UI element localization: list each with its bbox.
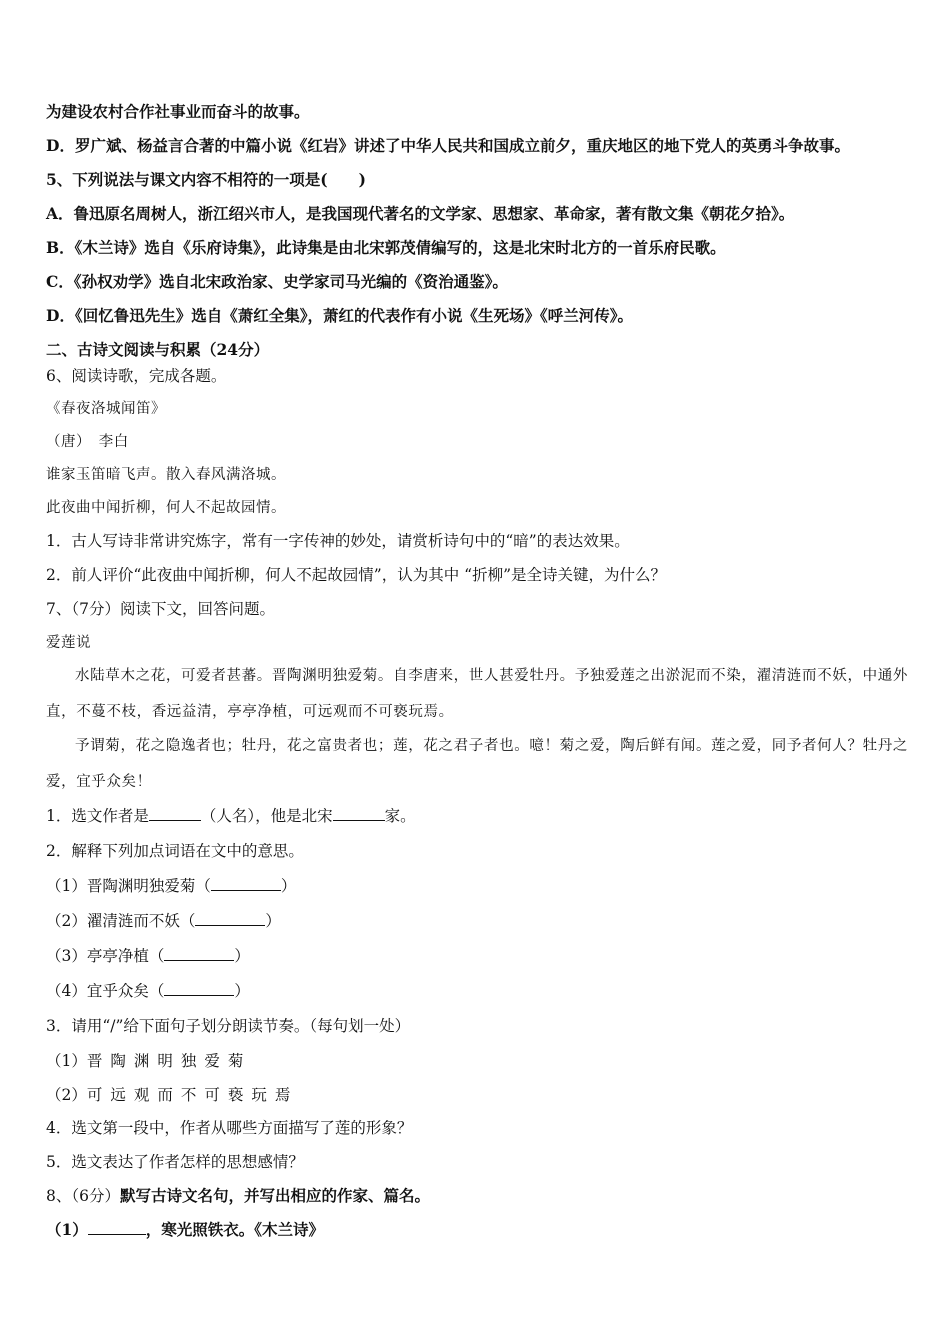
question-7-4: 4．选文第一段中，作者从哪些方面描写了莲的形象？: [46, 1119, 413, 1137]
option-d: D．《回忆鲁迅先生》选自《萧红全集》，萧红的代表作有小说《生死场》《呼兰河传》。: [46, 306, 633, 325]
question-8-text: 默写古诗文名句，并写出相应的作家、篇名。: [119, 1186, 430, 1205]
sub-question-label: （2）: [46, 1086, 87, 1104]
sub-question: [46, 981, 250, 1001]
q7-1-text: （人名），他是北宋: [200, 807, 333, 825]
sub-question: [46, 1085, 298, 1105]
question-7-2: 2．解释下列加点词语在文中的意思。: [46, 842, 304, 860]
answer-blank[interactable]: [149, 806, 201, 821]
q7-1-text: 1．选文作者是: [46, 807, 149, 825]
sub-question-text: （2）濯清涟而不妖（: [46, 912, 196, 930]
sub-question-text: ，寒光照铁衣。《木兰诗》: [145, 1220, 325, 1239]
question-6: 6、阅读诗歌，完成各题。: [46, 367, 227, 385]
question-7-1: [46, 806, 416, 826]
rhythm-sentence: 晋陶渊明独爱菊: [86, 1052, 252, 1070]
answer-blank[interactable]: [195, 911, 265, 926]
poem-line: 谁家玉笛暗飞声。散入春风满洛城。: [46, 467, 286, 483]
option-b: B．《木兰诗》选自《乐府诗集》，此诗集是由北宋郭茂倩编写的，这是北宋时北方的一首乐府民歌。: [46, 238, 726, 257]
answer-blank[interactable]: [88, 1220, 146, 1235]
text-line: 为建设农村合作社事业而奋斗的故事。: [46, 102, 310, 121]
answer-blank[interactable]: [211, 876, 281, 891]
sub-question-text: （4）宜乎众矣（: [46, 982, 165, 1000]
sub-question-text: （3）亭亭净植（: [46, 947, 165, 965]
sub-question-text: （1）晋陶渊明独爱菊（: [46, 877, 211, 895]
sub-question: [46, 946, 250, 966]
sub-question: [46, 1220, 324, 1240]
close-paren: ）: [234, 982, 250, 1000]
sub-question: [46, 876, 296, 896]
sub-question: [46, 911, 281, 931]
close-paren: ）: [280, 877, 297, 895]
poem-title: 《春夜洛城闻笛》: [46, 401, 166, 417]
question-6-1: 1．古人写诗非常讲究炼字，常有一字传神的妙处，请赏析诗句中的“暗”的表达效果。: [46, 532, 630, 550]
answer-blank[interactable]: [164, 946, 234, 961]
sub-question-label: （1）: [46, 1052, 87, 1070]
poem-author: （唐） 李白: [46, 434, 129, 450]
essay-title: 爱莲说: [46, 635, 91, 651]
question-8: [46, 1186, 430, 1206]
essay-paragraph: 予谓菊，花之隐逸者也；牡丹，花之富贵者也；莲，花之君子者也。噫！菊之爱，陶后鲜有闻。莲之爱，同予者何人？牡丹之爱，宜乎众矣！: [46, 738, 908, 790]
question-7-3: 3．请用“/”给下面句子划分朗读节奏。（每句划一处）: [46, 1017, 411, 1035]
answer-blank[interactable]: [164, 981, 234, 996]
option-d: D．罗广斌、杨益言合著的中篇小说《红岩》讲述了中华人民共和国成立前夕，重庆地区的地下党人的英勇斗争故事。: [46, 136, 850, 155]
essay-paragraph: 水陆草木之花，可爱者甚蕃。晋陶渊明独爱菊。自李唐来，世人甚爱牡丹。予独爱莲之出淤泥而不染，濯清涟而不妖，中通外直，不蔓不枝，香远益清，亭亭净植，可远观而不可亵玩焉。: [46, 668, 908, 720]
sub-question-label: （1）: [46, 1220, 88, 1239]
rhythm-sentence: 可远观而不可亵玩焉: [86, 1086, 299, 1104]
question-6-2: 2．前人评价“此夜曲中闻折柳，何人不起故园情”，认为其中 “折柳”是全诗关键，为什么？: [46, 566, 666, 584]
question-7-5: 5．选文表达了作者怎样的思想感情？: [46, 1153, 304, 1171]
question-7: 7、（7分）阅读下文，回答问题。: [46, 600, 275, 618]
question-8-number: 8、（6分）: [46, 1187, 120, 1205]
answer-blank[interactable]: [333, 806, 385, 821]
section-heading: 二、古诗文阅读与积累（24分）: [46, 340, 270, 359]
option-a: A．鲁迅原名周树人，浙江绍兴市人，是我国现代著名的文学家、思想家、革命家，著有散文集《朝花夕拾》。: [46, 204, 795, 223]
option-c: C．《孙权劝学》选自北宋政治家、史学家司马光编的《资治通鉴》。: [46, 272, 508, 291]
close-paren: ）: [265, 912, 281, 930]
poem-line: 此夜曲中闻折柳，何人不起故园情。: [46, 500, 286, 516]
question-5: 5、下列说法与课文内容不相符的一项是( ): [46, 170, 366, 189]
sub-question: [46, 1051, 251, 1071]
close-paren: ）: [234, 947, 250, 965]
q7-1-text: 家。: [384, 807, 416, 825]
